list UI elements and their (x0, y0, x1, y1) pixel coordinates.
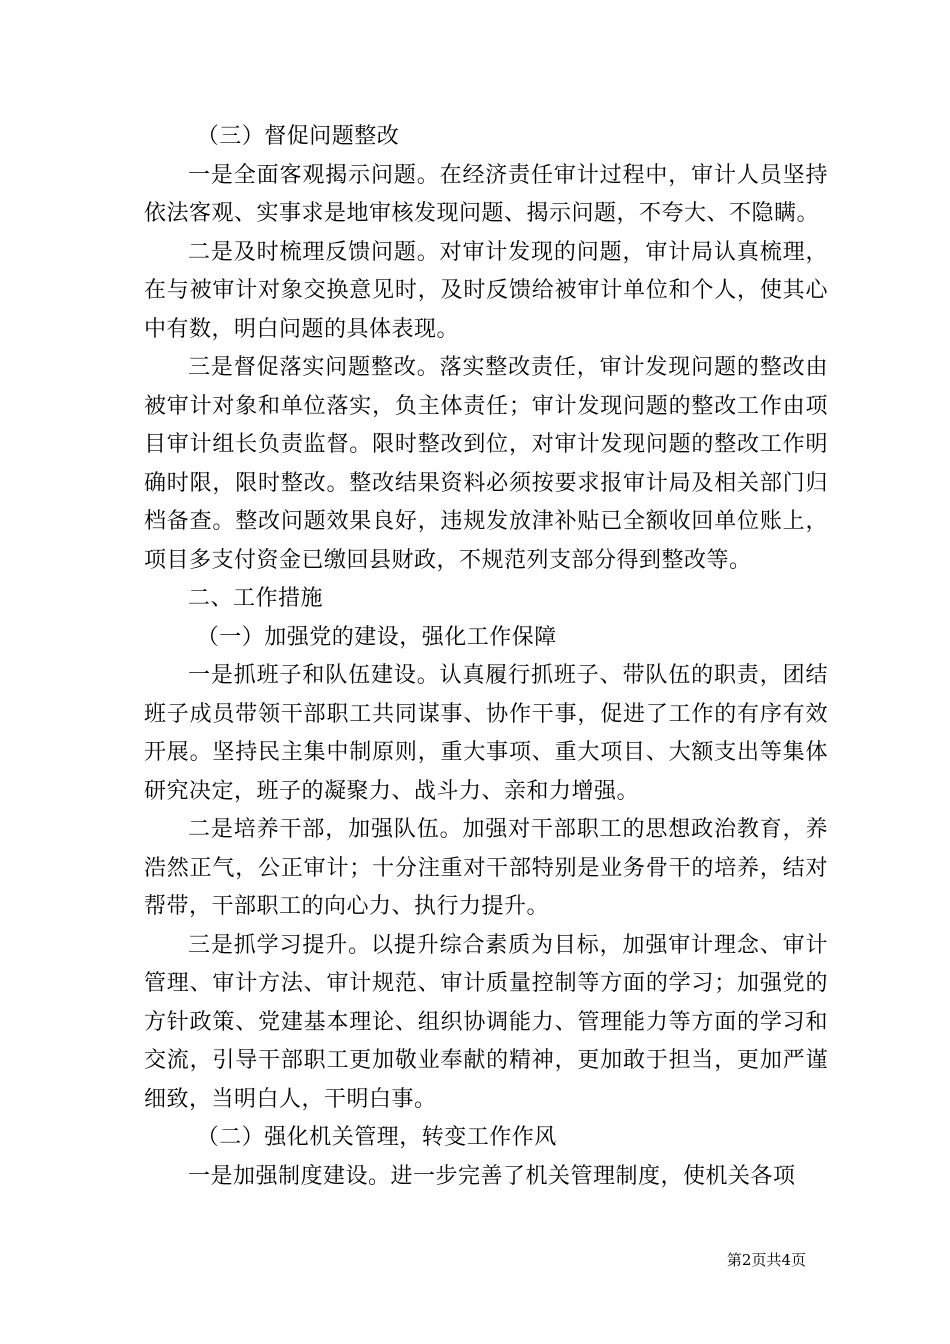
paragraph: 一是全面客观揭示问题。在经济责任审计过程中，审计人员坚持依法客观、实事求是地审核发现问题、揭示问题，不夸大、不隐瞒。 (144, 162, 828, 226)
section-heading: （一）加强党的建设，强化工作保障 (196, 624, 557, 650)
page-number: 第2页共4页 (726, 1251, 806, 1269)
section-heading: （二）强化机关管理，转变工作作风 (196, 1125, 557, 1150)
section-heading: （三）督促问题整改 (196, 124, 400, 149)
document-body (144, 118, 828, 1196)
paragraph: 三是抓学习提升。以提升综合素质为目标，加强审计理念、审计管理、审计方法、审计规范、审计质量控制等方面的学习；加强党的方针政策、党建基本理论、组织协调能力、管理能力等方面的学习和交流，引导干部职工更加敬业奉献的精神，更加敢于担当，更加严谨细致，当明白人，干明白事。 (144, 932, 828, 1112)
paragraph: 二是培养干部，加强队伍。加强对干部职工的思想政治教育，养浩然正气，公正审计；十分注重对干部特别是业务骨干的培养，结对帮带，干部职工的向心力、执行力提升。 (144, 817, 828, 919)
section-heading: 二、工作措施 (188, 586, 324, 611)
paragraph: 三是督促落实问题整改。落实整改责任，审计发现问题的整改由被审计对象和单位落实，负主体责任；审计发现问题的整改工作由项目审计组长负责监督。限时整改到位，对审计发现问题的整改工作明确时限，限时整改。整改结果资料必须按要求报审计局及相关部门归档备查。整改问题效果良好，违规发放津补贴已全额收回单位账上，项目多支付资金已缴回县财政，不规范列支部分得到整改等。 (144, 355, 828, 573)
paragraph: 一是加强制度建设。进一步完善了机关管理制度，使机关各项 (188, 1163, 796, 1189)
paragraph: 一是抓班子和队伍建设。认真履行抓班子、带队伍的职责，团结班子成员带领干部职工共同谋事、协作干事，促进了工作的有序有效开展。坚持民主集中制原则，重大事项、重大项目、大额支出等集体研究决定，班子的凝聚力、战斗力、亲和力增强。 (144, 663, 828, 804)
paragraph: 二是及时梳理反馈问题。对审计发现的问题，审计局认真梳理，在与被审计对象交换意见时，及时反馈给被审计单位和个人，使其心中有数，明白问题的具体表现。 (144, 239, 828, 342)
